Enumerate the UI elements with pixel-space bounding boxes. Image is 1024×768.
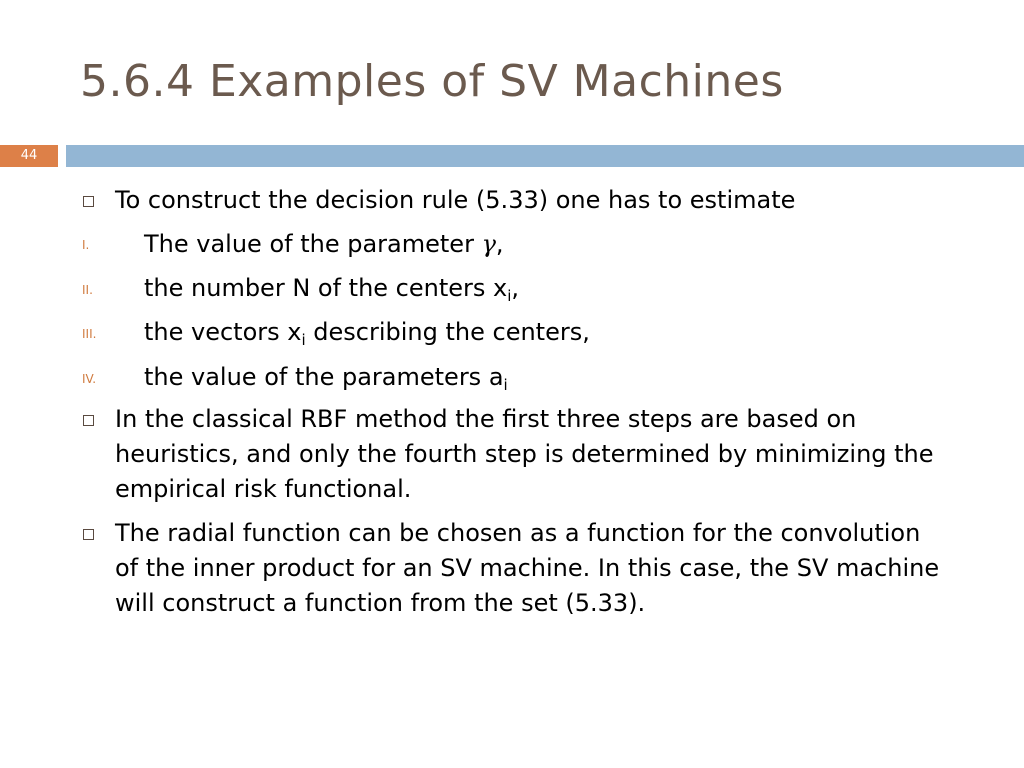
bullet-text: In the classical RBF method the first three steps are based on heuristics, and only the fourth step is determined by minimizing the empirical risk functional.	[115, 405, 934, 503]
roman-marker: IV.	[82, 372, 97, 386]
subscript: i	[503, 376, 508, 394]
step-text-part: the number N of the centers x	[144, 274, 508, 302]
slide-title: 5.6.4 Examples of SV Machines	[80, 56, 784, 107]
step-text-part: the value of the parameters a	[144, 363, 504, 391]
roman-marker: II.	[82, 283, 93, 297]
roman-marker: I.	[82, 238, 90, 252]
bullet-text: The radial function can be chosen as a function for the convolution of the inner product for an SV machine. In this case, the SV machine will construct a function from the set (5.33).	[115, 519, 940, 617]
step-text-part: ,	[511, 274, 520, 302]
step-text-part: the vectors x	[144, 318, 302, 346]
step-text	[144, 227, 504, 262]
roman-marker: III.	[82, 327, 97, 341]
step-text	[144, 315, 590, 350]
hollow-square-bullet-icon	[83, 196, 94, 207]
hollow-square-bullet-icon	[83, 529, 94, 540]
hollow-square-bullet-icon	[83, 415, 94, 426]
step-text-part: describing the centers,	[305, 318, 590, 346]
bullet-text: To construct the decision rule (5.33) one has to estimate	[115, 186, 796, 214]
subscript: i	[507, 287, 512, 305]
step-text-part: ,	[495, 230, 504, 258]
subscript: i	[301, 331, 306, 349]
step-text	[144, 360, 508, 395]
title-divider-bar	[66, 145, 1024, 167]
step-text	[144, 271, 519, 306]
step-text-part: The value of the parameter	[144, 230, 482, 258]
gamma-symbol: γ	[481, 230, 496, 258]
page-number-badge: 44	[0, 145, 58, 167]
